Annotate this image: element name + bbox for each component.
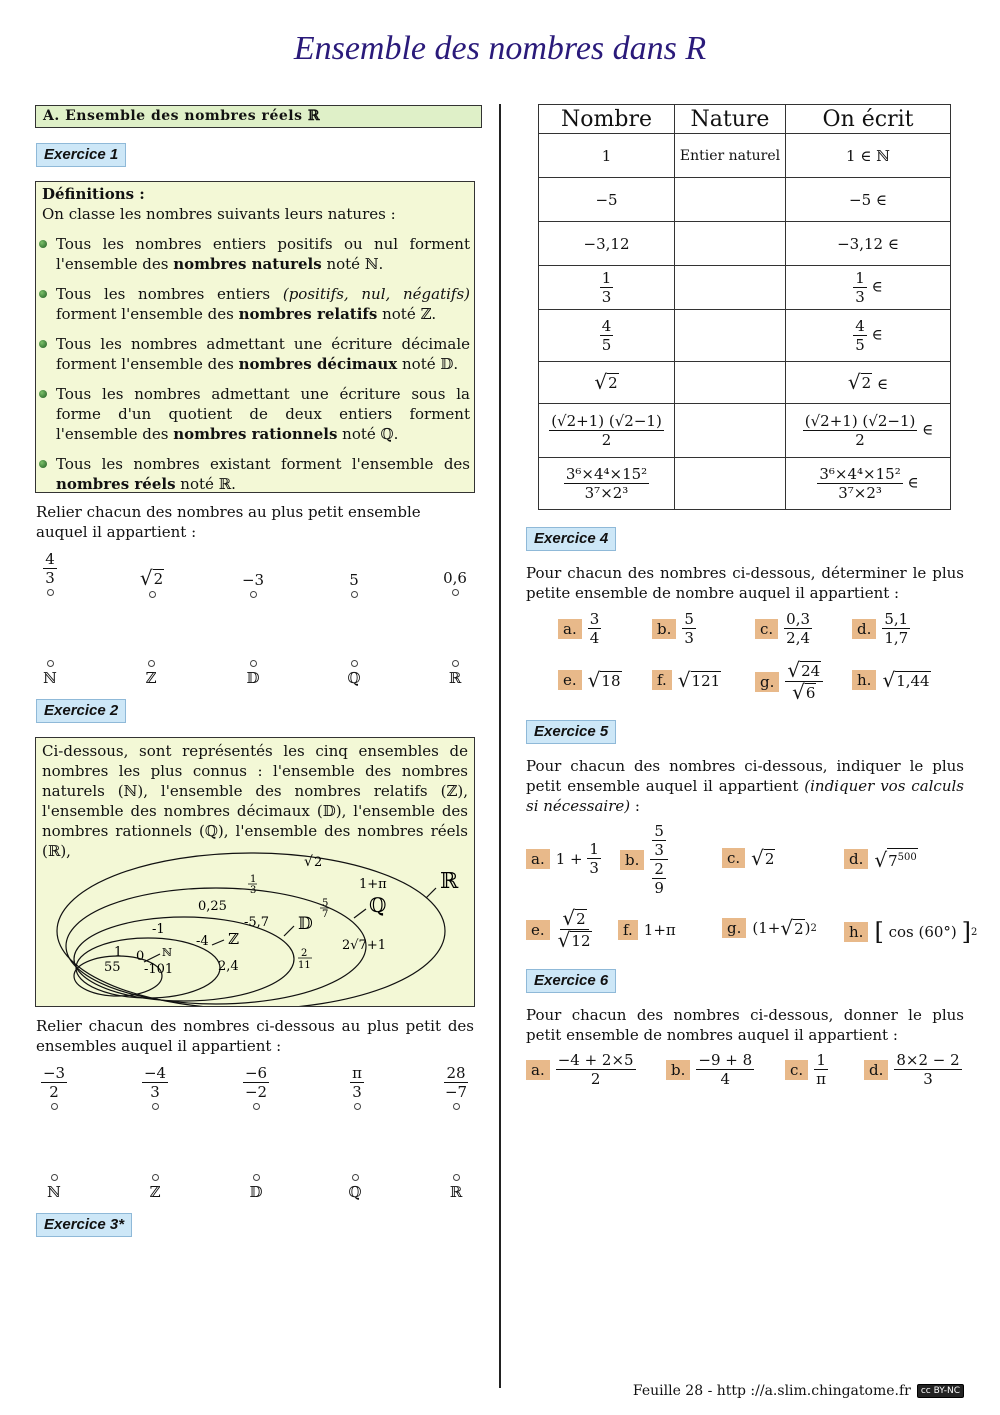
- ex4-item-c: c. $\frac{0,3}{2,4}$: [755, 610, 812, 647]
- license-badge: cc BY-NC: [917, 1384, 964, 1398]
- ex4-item-a: a. $\frac{3}{4}$: [558, 610, 601, 647]
- table-row: $\frac{4}{5}$ $\frac{4}{5}$ ∈: [539, 310, 951, 362]
- ex2-number-c: $\frac{-6}{-2}$: [226, 1064, 286, 1110]
- ex5-item-e: e. √ 2 √ 12: [526, 908, 594, 951]
- definition-naturals: Tous les nombres entiers positifs ou nul forment l'ensemble des nombres naturels noté ℕ.: [56, 235, 470, 273]
- ex2-set-D: 𝔻: [236, 1174, 276, 1201]
- exercise-2-instruction: Relier chacun des nombres ci-dessous au plus petit des ensembles auquel il appartient :: [36, 1017, 474, 1055]
- ex1-number-4-3: $\frac{4}{3}$: [20, 550, 80, 596]
- definitions-lead: On classe les nombres suivants leurs natures :: [42, 205, 396, 223]
- svg-text:2: 2: [314, 855, 323, 870]
- section-heading: A. Ensemble des nombres réels ℝ: [35, 105, 482, 128]
- table-row: √ 2 √ 2 ∈: [539, 362, 951, 404]
- svg-text:-5,7: -5,7: [244, 915, 270, 930]
- definitions-box: [35, 181, 475, 493]
- ex6-item-c: c. $\frac{1}{\pi}$: [785, 1051, 828, 1088]
- exercise-3-label: Exercice 3*: [36, 1213, 132, 1237]
- ex1-set-R: ℝ: [435, 660, 475, 687]
- ex2-set-Q: ℚ: [335, 1174, 375, 1201]
- ex5-item-f: f. 1+π: [618, 920, 676, 940]
- classification-table: [538, 104, 951, 510]
- exercise-2-label: Exercice 2: [36, 699, 126, 723]
- definitions-heading: Définitions :: [42, 185, 145, 203]
- label-R: ℝ: [440, 869, 459, 894]
- svg-text:2,4: 2,4: [218, 959, 239, 974]
- ex4-item-f: f. √ 121: [652, 670, 721, 690]
- ex1-set-Q: ℚ: [334, 660, 374, 687]
- ex6-item-b: b. $\frac{-9 + 8}{4}$: [666, 1051, 754, 1088]
- definition-relatives: Tous les nombres entiers (positifs, nul, négatifs) forment l'ensemble des nombres relatifs noté ℤ.: [56, 285, 470, 323]
- ex1-number-minus3: −3: [223, 571, 283, 598]
- sets-diagram-box: [35, 737, 475, 1007]
- ex2-number-e: $\frac{28}{-7}$: [426, 1064, 486, 1110]
- svg-text:-1: -1: [152, 922, 165, 937]
- ex1-set-D: 𝔻: [233, 660, 273, 687]
- label-N: ℕ: [162, 946, 173, 959]
- ex1-number-5: 5: [324, 571, 384, 598]
- ex6-item-a: a. $\frac{-4 + 2\times 5}{2}$: [526, 1051, 636, 1088]
- exercise-6-label: Exercice 6: [526, 969, 616, 993]
- svg-text:2√7+1: 2√7+1: [342, 938, 386, 953]
- exercise-5-instruction: Pour chacun des nombres ci-dessous, indiquer le plus petit ensemble auquel il appartient (indiquer vos calculs si nécessaire) :: [526, 757, 964, 815]
- exercise-1-label: Exercice 1: [36, 143, 126, 167]
- svg-text:55: 55: [104, 960, 121, 975]
- table-row: −5 −5 ∈: [539, 178, 951, 222]
- ex4-item-d: d. $\frac{5,1}{1,7}$: [852, 610, 910, 647]
- ex4-item-b: b. $\frac{5}{3}$: [652, 610, 696, 647]
- table-row: $\frac{1}{3}$ $\frac{1}{3}$ ∈: [539, 266, 951, 310]
- ex2-set-R: ℝ: [436, 1174, 476, 1201]
- svg-text:√: √: [304, 854, 313, 870]
- ex1-set-Z: ℤ: [131, 660, 171, 687]
- ex2-set-N: ℕ: [34, 1174, 74, 1201]
- svg-text:1: 1: [114, 945, 123, 960]
- svg-text:0,25: 0,25: [198, 899, 227, 914]
- footer-link[interactable]: Feuille 28 - http ://a.slim.chingatome.fr: [632, 1383, 911, 1399]
- svg-text:-4: -4: [196, 934, 209, 949]
- definition-rationals: Tous les nombres admettant une écriture sous la forme d'un quotient de deux entiers forment l'ensemble des nombres rationnels noté ℚ.: [56, 385, 470, 443]
- nature-cell[interactable]: [675, 458, 786, 510]
- nature-cell[interactable]: [675, 222, 786, 266]
- exercise-4-instruction: Pour chacun des nombres ci-dessous, déterminer le plus petite ensemble de nombre auquel il appartient :: [526, 564, 964, 602]
- table-row: 1 Entier naturel 1 ∈ ℕ: [539, 134, 951, 178]
- ex5-item-a: a. 1 + $\frac{1}{3}$: [526, 840, 601, 877]
- svg-text:2: 2: [301, 948, 308, 959]
- label-D: 𝔻: [298, 914, 313, 934]
- ex5-item-h: h. [ cos (60°) ] 2: [844, 918, 977, 946]
- nature-cell[interactable]: [675, 404, 786, 458]
- label-Q: ℚ: [369, 893, 387, 917]
- ex5-item-d: d. √ $7^{500}$: [844, 848, 918, 870]
- exercise-5-label: Exercice 5: [526, 720, 616, 744]
- table-row: −3,12 −3,12 ∈: [539, 222, 951, 266]
- nature-cell[interactable]: [675, 178, 786, 222]
- nested-sets-diagram: [36, 846, 474, 1006]
- svg-text:1+π: 1+π: [359, 877, 387, 892]
- table-header-nombre: Nombre: [539, 105, 675, 134]
- page-title: Ensemble des nombres dans R: [293, 30, 707, 67]
- definition-reals: Tous les nombres existant forment l'ensemble des nombres réels noté ℝ.: [56, 455, 470, 493]
- ex1-number-0-6: 0,6: [425, 569, 485, 596]
- nature-cell[interactable]: [675, 310, 786, 362]
- ex2-number-d: $\frac{\pi}{3}$: [327, 1064, 387, 1110]
- svg-text:5: 5: [322, 898, 329, 909]
- definition-decimals: Tous les nombres admettant une écriture décimale forment l'ensemble des nombres décimaux noté 𝔻.: [56, 335, 470, 373]
- ex5-item-g: g. (1+ √ 2 ) 2: [722, 918, 817, 938]
- nature-cell[interactable]: [675, 362, 786, 404]
- ex4-item-g: g. √ 24 √ 6: [755, 660, 823, 703]
- column-divider: [499, 104, 501, 1388]
- ex5-item-c: c. √ 2: [722, 848, 775, 868]
- table-row: $\frac{\text{3⁶×4⁴×15²}}{\text{3⁷×2³}}$ $\frac{\text{3⁶×4⁴×15²}}{\text{3⁷×2³}}$ ∈: [539, 458, 951, 510]
- svg-text:0: 0: [136, 949, 145, 964]
- exercise-4-label: Exercice 4: [526, 527, 616, 551]
- ex6-item-d: d. $\frac{8\times 2 - 2}{3}$: [864, 1051, 962, 1088]
- svg-text:1: 1: [250, 874, 257, 885]
- exercise-1-instruction: Relier chacun des nombres au plus petit ensemble auquel il appartient :: [36, 503, 421, 541]
- footer: [633, 1383, 964, 1399]
- nature-cell[interactable]: [675, 266, 786, 310]
- svg-text:3: 3: [250, 885, 257, 896]
- svg-text:11: 11: [298, 960, 311, 971]
- label-Z: ℤ: [228, 930, 239, 948]
- svg-text:-101: -101: [144, 962, 174, 977]
- ex2-set-Z: ℤ: [135, 1174, 175, 1201]
- exercise-6-instruction: Pour chacun des nombres ci-dessous, donner le plus petit ensemble de nombres auquel il appartient :: [526, 1006, 964, 1044]
- ex2-number-a: $\frac{-3}{2}$: [24, 1064, 84, 1110]
- ex1-set-N: ℕ: [30, 660, 70, 687]
- ex1-number-sqrt2: √ 2: [122, 568, 182, 598]
- ex4-item-h: h. √ 1,44: [852, 670, 931, 690]
- table-header-on-ecrit: On écrit: [786, 105, 951, 134]
- table-row: $\frac{(√2+1) (√2-1)}{2}$ $\frac{(√2+1) (√2-1)}{2}$ ∈: [539, 404, 951, 458]
- svg-text:7: 7: [322, 909, 329, 920]
- exercise-2-intro: Ci-dessous, sont représentés les cinq ensembles de nombres les plus connus : l'ensemble des nombres naturels (ℕ), l'ensemble des nombres relatifs (ℤ), l'ensemble des nombres décimaux (𝔻), l'ensemble des nombres rationnels (ℚ), l'ensemble des nombres réels (ℝ),: [42, 742, 468, 860]
- table-header-nature: Nature: [675, 105, 786, 134]
- ex2-number-b: $\frac{-4}{3}$: [125, 1064, 185, 1110]
- ex4-item-e: e. √ 18: [558, 670, 622, 690]
- ex5-item-b: b. $\frac{\frac{5}{3}}{\frac{2}{9}}$: [620, 822, 668, 897]
